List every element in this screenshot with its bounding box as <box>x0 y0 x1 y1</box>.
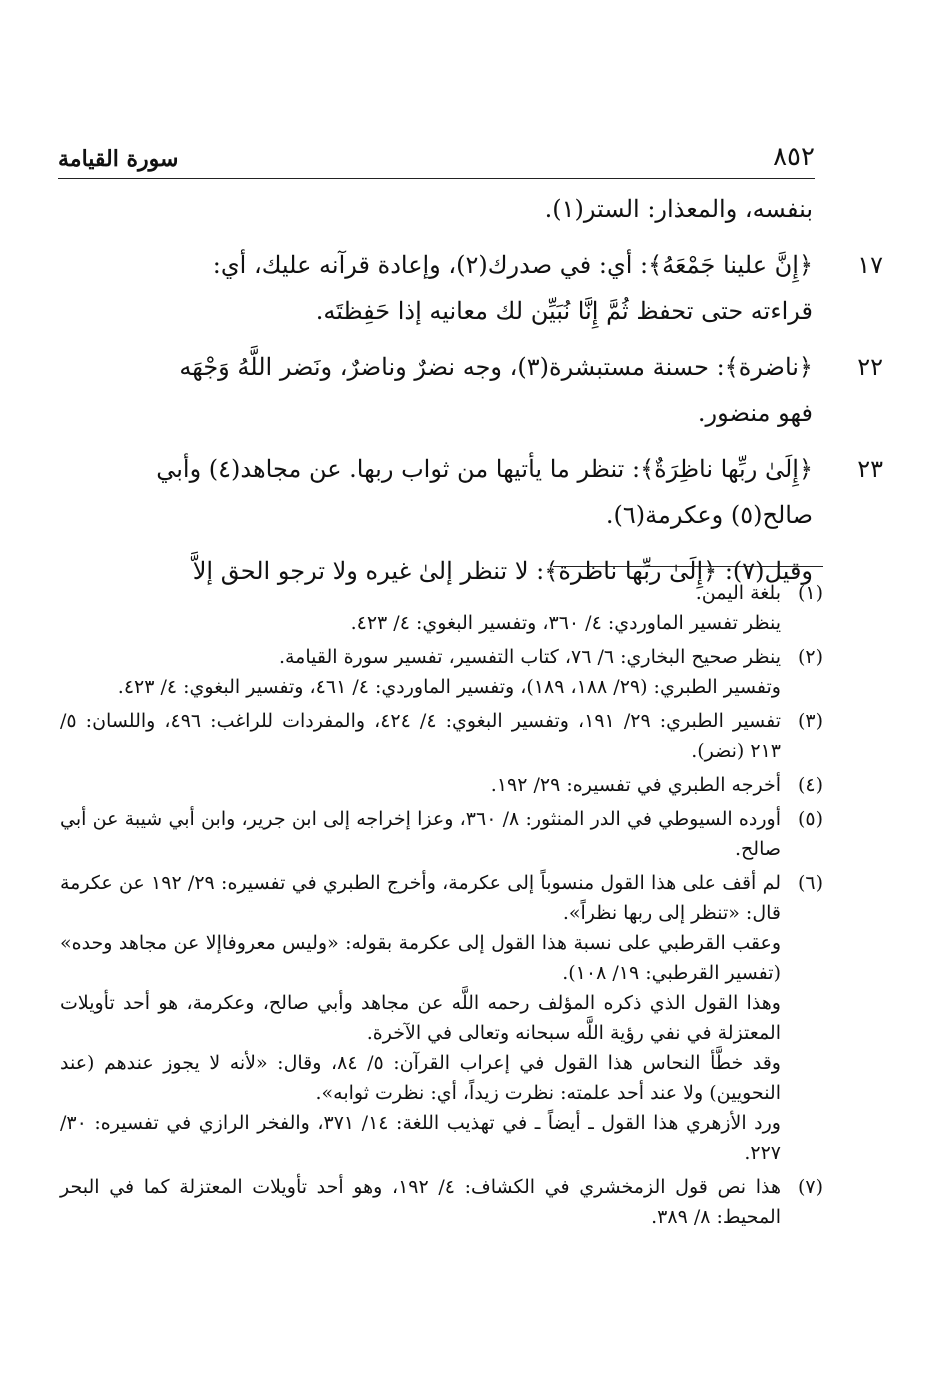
verse-number: ١٧ <box>857 251 883 279</box>
footnote-paragraph: وهذا القول الذي ذكره المؤلف رحمه اللَّه عن مجاهد وأبي صالح، وعكرمة، هو أحد تأويلات المعتزلة في نفي رؤية اللَّه سبحانه وتعالى في الآخرة. <box>60 992 781 1044</box>
footnote-number: (٥) <box>797 808 823 830</box>
entry-line: ﴿ناضرة﴾: حسنة مستبشرة(٣)، وجه نضرٌ وناضرٌ، ونَضر اللَّهُ وَجْهَه <box>179 353 813 381</box>
main-text <box>58 186 883 604</box>
footnote-paragraph: ورد الأزهري هذا القول ـ أيضاً ـ في تهذيب اللغة: ١٤/ ٣٧١، والفخر الرازي في تفسيره: ٣٠/ ٢٢٧. <box>60 1112 781 1164</box>
last-line-text: وقيل(٧): ﴿إِلَىٰ ربِّها ناظرة﴾: لا تنظر إلىٰ غيره ولا ترجو الحق إلاَّ <box>192 557 813 585</box>
verse-entry-17 <box>58 242 883 334</box>
entry-line: ﴿إِلَىٰ ربِّها ناظِرَةٌ﴾: تنظر ما يأتيها من ثواب ربها. عن مجاهد(٤) وأبي <box>156 455 813 483</box>
verse-number: ٢٣ <box>857 455 883 483</box>
continuation-text: بنفسه، والمعذار: الستر(١). <box>544 195 813 223</box>
footnote-3 <box>60 706 823 766</box>
footnote-separator <box>553 566 823 567</box>
footnote-1 <box>60 578 823 638</box>
footnote-number: (١) <box>797 582 823 604</box>
footnote-paragraph: ينظر صحيح البخاري: ٦/ ٧٦، كتاب التفسير، تفسير سورة القيامة. <box>278 646 781 668</box>
footnote-paragraph: بلغة اليمن. <box>695 582 781 604</box>
page-number: ٨٥٢ <box>773 142 815 172</box>
surah-title: سورة القيامة <box>58 146 179 172</box>
entry-line: فهو منضور. <box>697 399 813 427</box>
entry-line: صالح(٥) وعكرمة(٦). <box>605 501 813 529</box>
footnote-number: (٧) <box>797 1176 823 1198</box>
footnote-paragraph: أورده السيوطي في الدر المنثور: ٨/ ٣٦٠، وعزا إخراجه إلى ابن جرير، وابن أبي شيبة عن أبي صالح. <box>60 808 781 860</box>
footnote-5 <box>60 804 823 864</box>
verse-number: ٢٢ <box>857 353 883 381</box>
footnote-paragraph: وعقب القرطبي على نسبة هذا القول إلى عكرمة بقوله: «وليس معروفاإلا عن مجاهد وحده» (تفسير القرطبي: ١٩/ ١٠٨). <box>60 932 781 984</box>
footnote-number: (٦) <box>797 872 823 894</box>
footnote-paragraph: لم أقف على هذا القول منسوباً إلى عكرمة، وأخرج الطبري في تفسيره: ٢٩/ ١٩٢ عن عكرمة قال: «تنظر إلى ربها نظراً». <box>60 872 782 924</box>
footnote-number: (٤) <box>797 774 823 796</box>
footnote-paragraph: وقد خطَّأ النحاس هذا القول في إعراب القرآن: ٥/ ٨٤، وقال: «لأنه لا يجوز عندهم (عند النحويين) ولا عند أحد علمته: نظرت زيداً، أي: نظرت ثوابه». <box>60 1052 781 1104</box>
footnote-paragraph: هذا نص قول الزمخشري في الكشاف: ٤/ ١٩٢، وهو أحد تأويلات المعتزلة كما في البحر المحيط: ٨/ ٣٨٩. <box>60 1176 781 1228</box>
entry-line: ﴿إِنَّ علينا جَمْعَهُ﴾: أي: في صدرك(٢)، وإعادة قرآنه عليك، أي: <box>212 251 813 279</box>
page-header <box>58 138 815 178</box>
entry-line: قراءته حتى تحفظ ثُمَّ إِنَّا نُبَيِّن لك معانيه إذا حَفِظتَه. <box>315 297 813 325</box>
footnote-4 <box>60 770 823 800</box>
footnote-paragraph: تفسير الطبري: ٢٩/ ١٩١، وتفسير البغوي: ٤/ ٤٢٤، والمفردات للراغب: ٤٩٦، واللسان: ٥/ ٢١٣ (نضر). <box>60 710 781 762</box>
verse-entry-23 <box>58 446 883 538</box>
footnote-paragraph: وتفسير الطبري: (٢٩/ ١٨٨، ١٨٩)، وتفسير الماوردي: ٤/ ٤٦١، وتفسير البغوي: ٤/ ٤٢٣. <box>117 676 781 698</box>
footnote-number: (٢) <box>797 646 823 668</box>
verse-entry-22 <box>58 344 883 436</box>
footnotes <box>60 578 823 1236</box>
footnote-number: (٣) <box>797 710 823 732</box>
footnote-6 <box>60 868 823 1168</box>
continuation-line <box>58 186 883 232</box>
footnote-paragraph: ينظر تفسير الماوردي: ٤/ ٣٦٠، وتفسير البغوي: ٤/ ٤٢٣. <box>350 612 781 634</box>
header-rule <box>58 178 815 179</box>
footnote-paragraph: أخرجه الطبري في تفسيره: ٢٩/ ١٩٢. <box>490 774 781 796</box>
footnote-7 <box>60 1172 823 1232</box>
footnote-2 <box>60 642 823 702</box>
